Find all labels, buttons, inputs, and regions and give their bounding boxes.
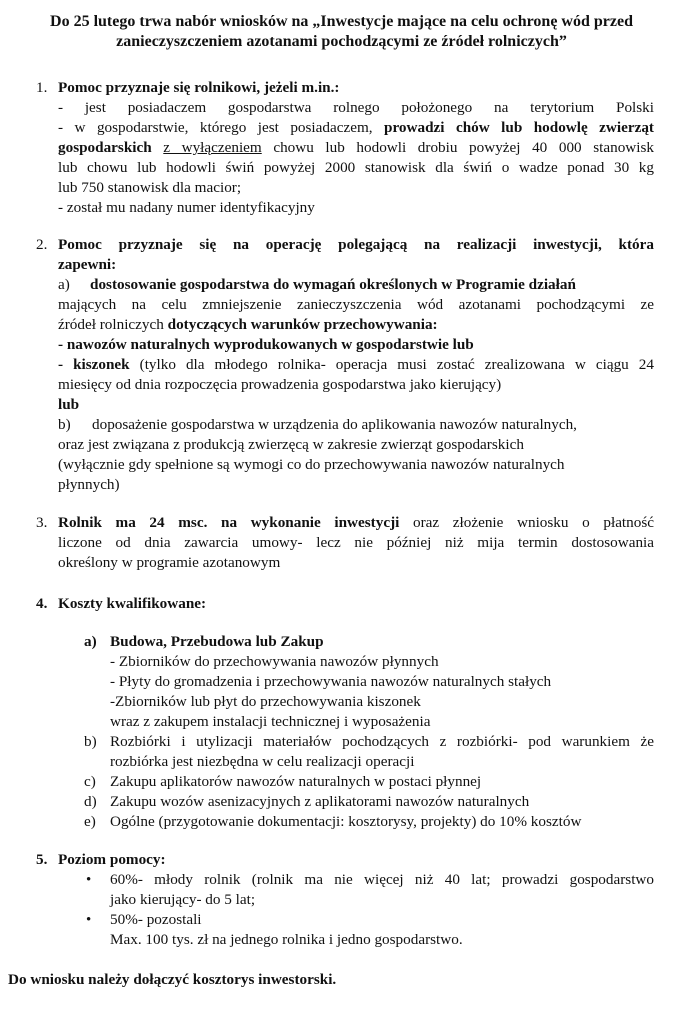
section-3-line: określony w programie azotanowym [58, 554, 281, 571]
section-1-number: 1. [36, 79, 48, 96]
section-2-line: miesięcy od dnia rozpoczęcia prowadzenia gospodarstwa jako kierujący) [58, 376, 502, 393]
section-5-bullet-text: Max. 100 tys. zł na jednego rolnika i jedno gospodarstwo. [110, 931, 463, 948]
bullet-icon: • [86, 872, 92, 888]
section-4-e-label: e) [84, 813, 96, 830]
section-5-bullet-text: jako kierujący- do 5 lat; [110, 891, 256, 908]
section-1-line: - w gospodarstwie, którego jest posiadaczem, prowadzi chów lub hodowlę zwierząt [58, 119, 654, 136]
section-4-heading: Koszty kwalifikowane: [58, 595, 207, 612]
section-4-d-label: d) [84, 793, 97, 810]
section-1-heading: Pomoc przyznaje się rolnikowi, jeżeli m.in.: [58, 79, 340, 96]
section-1-line: lub 750 stanowisk dla macior; [58, 179, 242, 196]
section-2-line: - nawozów naturalnych wyprodukowanych w gospodarstwie lub [58, 336, 474, 353]
section-3-line: Rolnik ma 24 msc. na wykonanie inwestycji oraz złożenie wniosku o płatność [58, 514, 654, 531]
section-4-e-text: Ogólne (przygotowanie dokumentacji: kosztorysy, projekty) do 10% kosztów [110, 813, 582, 830]
section-2-heading: zapewni: [58, 256, 117, 273]
section-2-line: źródeł rolniczych dotyczących warunków przechowywania: [58, 316, 438, 333]
section-1-line: - został mu nadany numer identyfikacyjny [58, 199, 315, 216]
section-3-line: liczone od dnia zawarcia umowy- lecz nie później niż mija termin dostosowania [58, 534, 654, 551]
section-2-number: 2. [36, 236, 48, 253]
section-2-heading: Pomoc przyznaje się na operację polegającą na realizacji inwestycji, która [58, 236, 654, 253]
section-4-b-label: b) [84, 733, 97, 750]
section-4-a-item: - Płyty do gromadzenia i przechowywania nawozów naturalnych stałych [110, 673, 552, 690]
section-2-a-label: a) [58, 276, 70, 293]
section-4-b-text: rozbiórka jest niezbędna w celu realizacji operacji [110, 753, 415, 770]
footer-note: Do wniosku należy dołączyć kosztorys inwestorski. [8, 971, 337, 988]
section-4-number: 4. [36, 595, 48, 612]
section-5-number: 5. [36, 851, 48, 868]
title-line-1: Do 25 lutego trwa nabór wniosków na „Inwestycje mające na celu ochronę wód przed [50, 13, 633, 30]
section-2-line: - kiszonek (tylko dla młodego rolnika- operacja musi zostać zrealizowana w ciągu 24 [58, 356, 654, 373]
section-2-line: oraz jest związana z produkcją zwierzęcą w zakresie zwierząt gospodarskich [58, 436, 524, 453]
section-3-number: 3. [36, 514, 48, 531]
section-5-bullet-text: 50%- pozostali [110, 911, 202, 928]
section-4-a-item: -Zbiorników lub płyt do przechowywania kiszonek [110, 693, 421, 710]
section-2-line: mających na celu zmniejszenie zanieczyszczenia wód azotanami pochodzącymi ze [58, 296, 654, 313]
section-4-c-label: c) [84, 773, 96, 790]
section-2-b-text: doposażenie gospodarstwa w urządzenia do aplikowania nawozów naturalnych, [92, 416, 577, 433]
section-4-d-text: Zakupu wozów asenizacyjnych z aplikatorami nawozów naturalnych [110, 793, 530, 810]
section-4-a-item: - Zbiorników do przechowywania nawozów płynnych [110, 653, 439, 670]
section-1-line: gospodarskich z wyłączeniem chowu lub hodowli drobiu powyżej 40 000 stanowisk [58, 139, 654, 156]
document-title [0, 12, 683, 52]
title-line-2: zanieczyszczeniem azotanami pochodzącymi ze źródeł rolniczych” [116, 33, 567, 50]
section-2-line: płynnych) [58, 476, 120, 493]
section-2-line: (wyłącznie gdy spełnione są wymogi co do przechowywania nawozów naturalnych [58, 456, 565, 473]
section-5-heading: Poziom pomocy: [58, 851, 166, 868]
section-2-b-label: b) [58, 416, 71, 433]
section-4-a-heading: Budowa, Przebudowa lub Zakup [110, 633, 324, 650]
section-4-a-item: wraz z zakupem instalacji technicznej i wyposażenia [110, 713, 431, 730]
section-4-c-text: Zakupu aplikatorów nawozów naturalnych w postaci płynnej [110, 773, 482, 790]
section-2-a-text: dostosowanie gospodarstwa do wymagań określonych w Programie działań [90, 276, 576, 293]
section-4-a-label: a) [84, 633, 97, 650]
bullet-icon: • [86, 912, 92, 928]
section-4-b-text: Rozbiórki i utylizacji materiałów pochodzących z rozbiórki- pod warunkiem że [110, 733, 654, 750]
section-5-bullet-text: 60%- młody rolnik (rolnik ma nie więcej niż 40 lat; prowadzi gospodarstwo [110, 871, 654, 888]
section-1-line: lub chowu lub hodowli świń powyżej 2000 stanowisk dla świń o wadze ponad 30 kg [58, 159, 654, 176]
section-2-line: lub [58, 396, 80, 413]
section-1-line: - jest posiadaczem gospodarstwa rolnego położonego na terytorium Polski [58, 99, 654, 116]
